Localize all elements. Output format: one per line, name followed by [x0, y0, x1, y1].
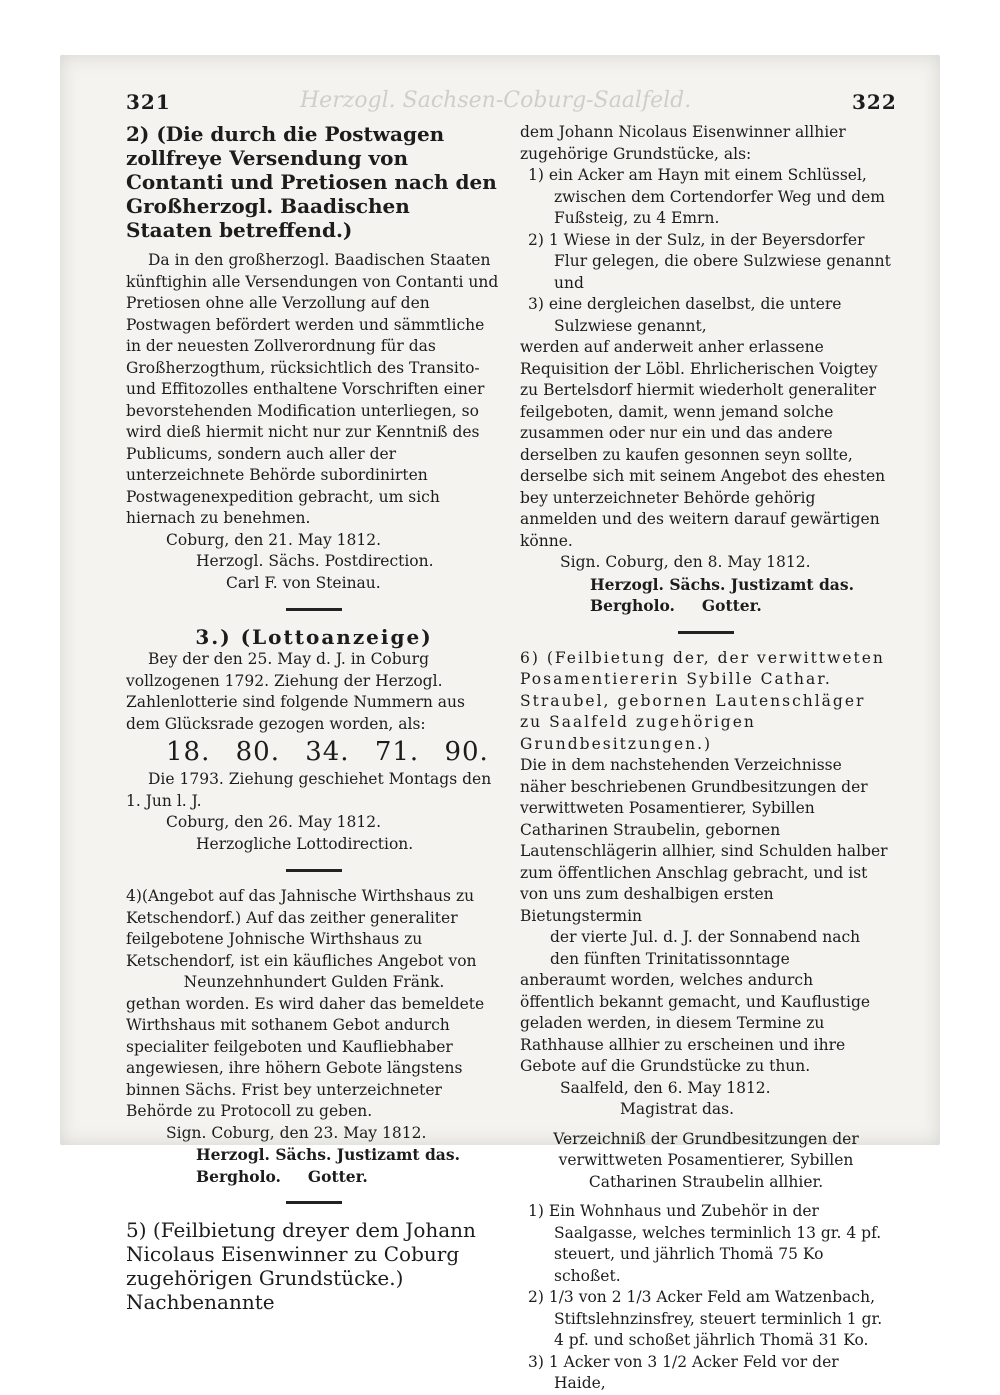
notice-5-date: Sign. Coburg, den 8. May 1812.: [560, 553, 811, 571]
right-column: [520, 122, 892, 1395]
notice-5-signatories: Bergholo. Gotter.: [590, 596, 762, 615]
notice-6-item: 1) Ein Wohnhaus und Zubehör in der Saalgasse, welches terminlich 13 gr. 4 pf. steuert, und jährlich Thomä 75 Ko schoßet.: [528, 1202, 882, 1285]
notice-2-body: Da in den großherzogl. Baadischen Staaten künftighin alle Versendungen von Contanti und Pretiosen ohne alle Verzollung auf den Postwagen befördert werden und sämmtliche in der neuesten Zollverordnung für das Großherzogthum, rücksichtlich des Transito- und Effitozolles enthaltene Vorschriften einer bevorstehenden Modification unterliegen, so wird dieß hiermit nicht nur zur Kenntniß des Publicums, sondern auch aller der unterzeichnete Behörde subordinirten Postwagenexpedition gebracht, um sich hiernach zu benehmen.: [126, 251, 499, 527]
divider: [678, 631, 734, 634]
page-number-left: 321: [126, 90, 171, 114]
notice-5-authority: Herzogl. Sächs. Justizamt das.: [590, 574, 854, 594]
notice-5-title: 5) (Feilbietung dreyer dem Johann Nicolaus Eisenwinner zu Coburg zugehörigen Grundstücke.) Nachbenannte: [126, 1218, 476, 1314]
divider: [286, 608, 342, 611]
notice-5-item: 1) ein Acker am Hayn mit einem Schlüssel, zwischen dem Cortendorfer Weg und dem Fußsteig, zu 4 Emrn.: [528, 166, 886, 227]
divider: [286, 1201, 342, 1204]
notice-3-next-draw: Die 1793. Ziehung geschiehet Montags den 1. Jun l. J.: [126, 770, 492, 810]
left-column: [126, 122, 502, 1314]
notice-2-signatory: Carl F. von Steinau.: [226, 573, 381, 592]
lottery-numbers: 18. 80. 34. 71. 90.: [166, 737, 489, 767]
notice-5-item: 3) eine dergleichen daselbst, die untere Sulzwiese genannt,: [528, 295, 842, 335]
notice-6-authority: Magistrat das.: [620, 1100, 735, 1118]
notice-4-body: 4)(Angebot auf das Jahnische Wirthshaus zu Ketschendorf.) Auf das zeither generaliter feilgebotene Johnische Wirthshaus zu Ketschendorf, ist ein käufliches Angebot von: [126, 887, 477, 970]
notice-6-list-title: Verzeichniß der Grundbesitzungen der verwittweten Posamentierer, Sybillen Catharinen Straubelin allhier.: [553, 1129, 859, 1191]
notice-5-item: 2) 1 Wiese in der Sulz, in der Beyersdorfer Flur gelegen, die obere Sulzwiese genannt und: [528, 230, 891, 292]
notice-6-term: der vierte Jul. d. J. der Sonnabend nach den fünften Trinitatissonntage: [550, 928, 861, 968]
notice-4-amount: Neunzehnhundert Gulden Fränk.: [183, 973, 445, 991]
notice-6-title: 6) (Feilbietung der, der verwittweten Posamentiererin Sybille Cathar. Straubel, gebornen Lautenschläger zu Saalfeld zugehörigen Grundbesitzungen.): [520, 648, 885, 753]
divider: [286, 869, 342, 872]
notice-3-authority: Herzogliche Lottodirection.: [196, 834, 414, 853]
notice-2-authority: Herzogl. Sächs. Postdirection.: [196, 552, 434, 570]
notice-6-body: Die in dem nachstehenden Verzeichnisse näher beschriebenen Grundbesitzungen der verwittweten Posamentierer, Sybillen Catharinen Straubelin, gebornen Lautenschlägerin allhier, sind Schulden halber zum öffentlichen Anschlag gebracht, und ist von uns zum deshalbigen ersten Bietungstermin: [520, 756, 888, 925]
notice-2-date: Coburg, den 21. May 1812.: [166, 530, 382, 549]
notice-3-body: Bey der den 25. May d. J. in Coburg vollzogenen 1792. Ziehung der Herzogl. Zahlenlotterie sind folgende Nummern aus dem Glücksrade gezogen worden, als:: [126, 650, 465, 733]
notice-3-date: Coburg, den 26. May 1812.: [166, 813, 382, 831]
notice-5-body: werden auf anderweit anher erlassene Requisition der Löbl. Ehrlicherischen Voigtey zu Bertelsdorf hiermit wiederholt generaliter feilgeboten, damit, wenn jemand solche zusammen oder nur ein und das andere derselben zu kaufen gesonnen seyn sollte, derselbe sich mit seinem Angebot des ehesten bey unterzeichneter Behörde gehörig anmelden und des weitern darauf gewärtigen könne.: [520, 338, 886, 550]
notice-6-item: 2) 1/3 von 2 1/3 Acker Feld am Watzenbach, Stiftslehnzinsfrey, steuert terminlich 1 gr. 4 pf. und schoßet jährlich Thomä 31 Ko.: [528, 1288, 883, 1349]
notice-6-item: 3) 1 Acker von 3 1/2 Acker Feld vor der Haide,: [528, 1352, 839, 1392]
bleed-through-header: Herzogl. Sachsen-Coburg-Saalfeld.: [300, 88, 692, 113]
notice-2-title: 2) (Die durch die Postwagen zollfreye Versendung von Contanti und Pretiosen nach den Großherzogl. Baadischen Staaten betreffend.): [126, 122, 497, 242]
notice-6-date: Saalfeld, den 6. May 1812.: [560, 1078, 771, 1097]
page-number-right: 322: [852, 90, 897, 114]
notice-4-signatories: Bergholo. Gotter.: [196, 1166, 368, 1186]
notice-4-authority: Herzogl. Sächs. Justizamt das.: [196, 1145, 460, 1164]
notice-4-body-cont: gethan worden. Es wird daher das bemeldete Wirthshaus mit sothanem Gebot andurch specialiter feilgeboten und Kaufliebhaber angewiesen, ihre höhern Gebote längstens binnen Sächs. Frist bey unterzeichneter Behörde zu Protocoll zu geben.: [126, 994, 485, 1120]
notice-4-date: Sign. Coburg, den 23. May 1812.: [166, 1123, 427, 1142]
notice-6-body-cont: anberaumt worden, welches andurch öffentlich bekannt gemacht, und Kauflustige geladen werden, in diesem Termine zu Rathhause allhier zu erscheinen und ihre Gebote auf die Grundstücke zu thun.: [520, 971, 871, 1075]
notice-3-title: 3.) (Lottoanzeige): [195, 625, 433, 649]
notice-5-continuation: dem Johann Nicolaus Eisenwinner allhier zugehörige Grundstücke, als:: [520, 123, 846, 163]
